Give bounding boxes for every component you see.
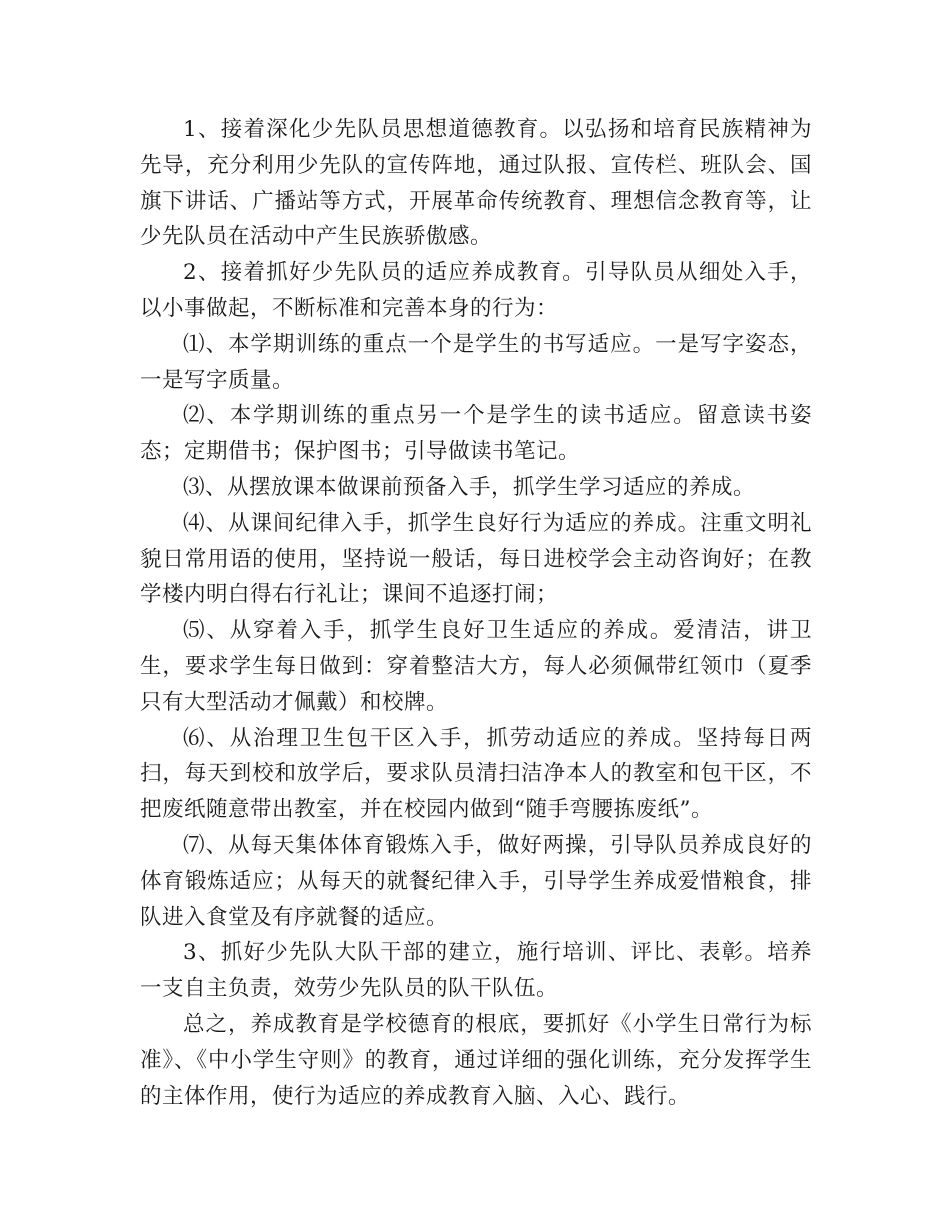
paragraph-10: 3、抓好少先队大队干部的建立，施行培训、评比、表彰。培养一支自主负责，效劳少先队员的队干队伍。 bbox=[140, 940, 812, 1002]
paragraph-3: ⑴、本学期训练的重点一个是学生的书写适应。一是写字姿态，一是写字质量。 bbox=[140, 331, 812, 393]
paragraph-7: ⑸、从穿着入手，抓学生良好卫生适应的养成。爱清洁，讲卫生，要求学生每日做到：穿着整洁大方，每人必须佩带红领巾（夏季只有大型活动才佩戴）和校牌。 bbox=[140, 618, 812, 715]
paragraph-6: ⑷、从课间纪律入手，抓学生良好行为适应的养成。注重文明礼貌日常用语的使用，坚持说一般话，每日进校学会主动咨询好；在教学楼内明白得右行礼让；课间不追逐打闹； bbox=[140, 510, 812, 608]
document-body bbox=[140, 112, 812, 1114]
paragraph-11: 总之，养成教育是学校德育的根底，要抓好《小学生日常行为标准》、《中小学生守则》的教育，通过详细的强化训练，充分发挥学生的主体作用，使行为适应的养成教育入脑、入心、践行。 bbox=[140, 1011, 812, 1109]
paragraph-2: 2、接着抓好少先队员的适应养成教育。引导队员从细处入手，以小事做起，不断标准和完善本身的行为： bbox=[140, 260, 812, 321]
paragraph-8: ⑹、从治理卫生包干区入手，抓劳动适应的养成。坚持每日两扫，每天到校和放学后，要求队员清扫洁净本人的教室和包干区，不把废纸随意带出教室，并在校园内做到“随手弯腰拣废纸”。 bbox=[140, 725, 812, 823]
paragraph-9: ⑺、从每天集体体育锻炼入手，做好两操，引导队员养成良好的体育锻炼适应；从每天的就餐纪律入手，引导学生养成爱惜粮食，排队进入食堂及有序就餐的适应。 bbox=[140, 832, 812, 930]
paragraph-1: 1、接着深化少先队员思想道德教育。以弘扬和培育民族精神为先导，充分利用少先队的宣传阵地，通过队报、宣传栏、班队会、国旗下讲话、广播站等方式，开展革命传统教育、理想信念教育等，让少先队员在活动中产生民族骄傲感。 bbox=[140, 117, 812, 250]
paragraph-4: ⑵、本学期训练的重点另一个是学生的读书适应。留意读书姿态；定期借书；保护图书；引导做读书笔记。 bbox=[140, 403, 812, 465]
paragraph-5: ⑶、从摆放课本做课前预备入手，抓学生学习适应的养成。 bbox=[183, 474, 756, 500]
